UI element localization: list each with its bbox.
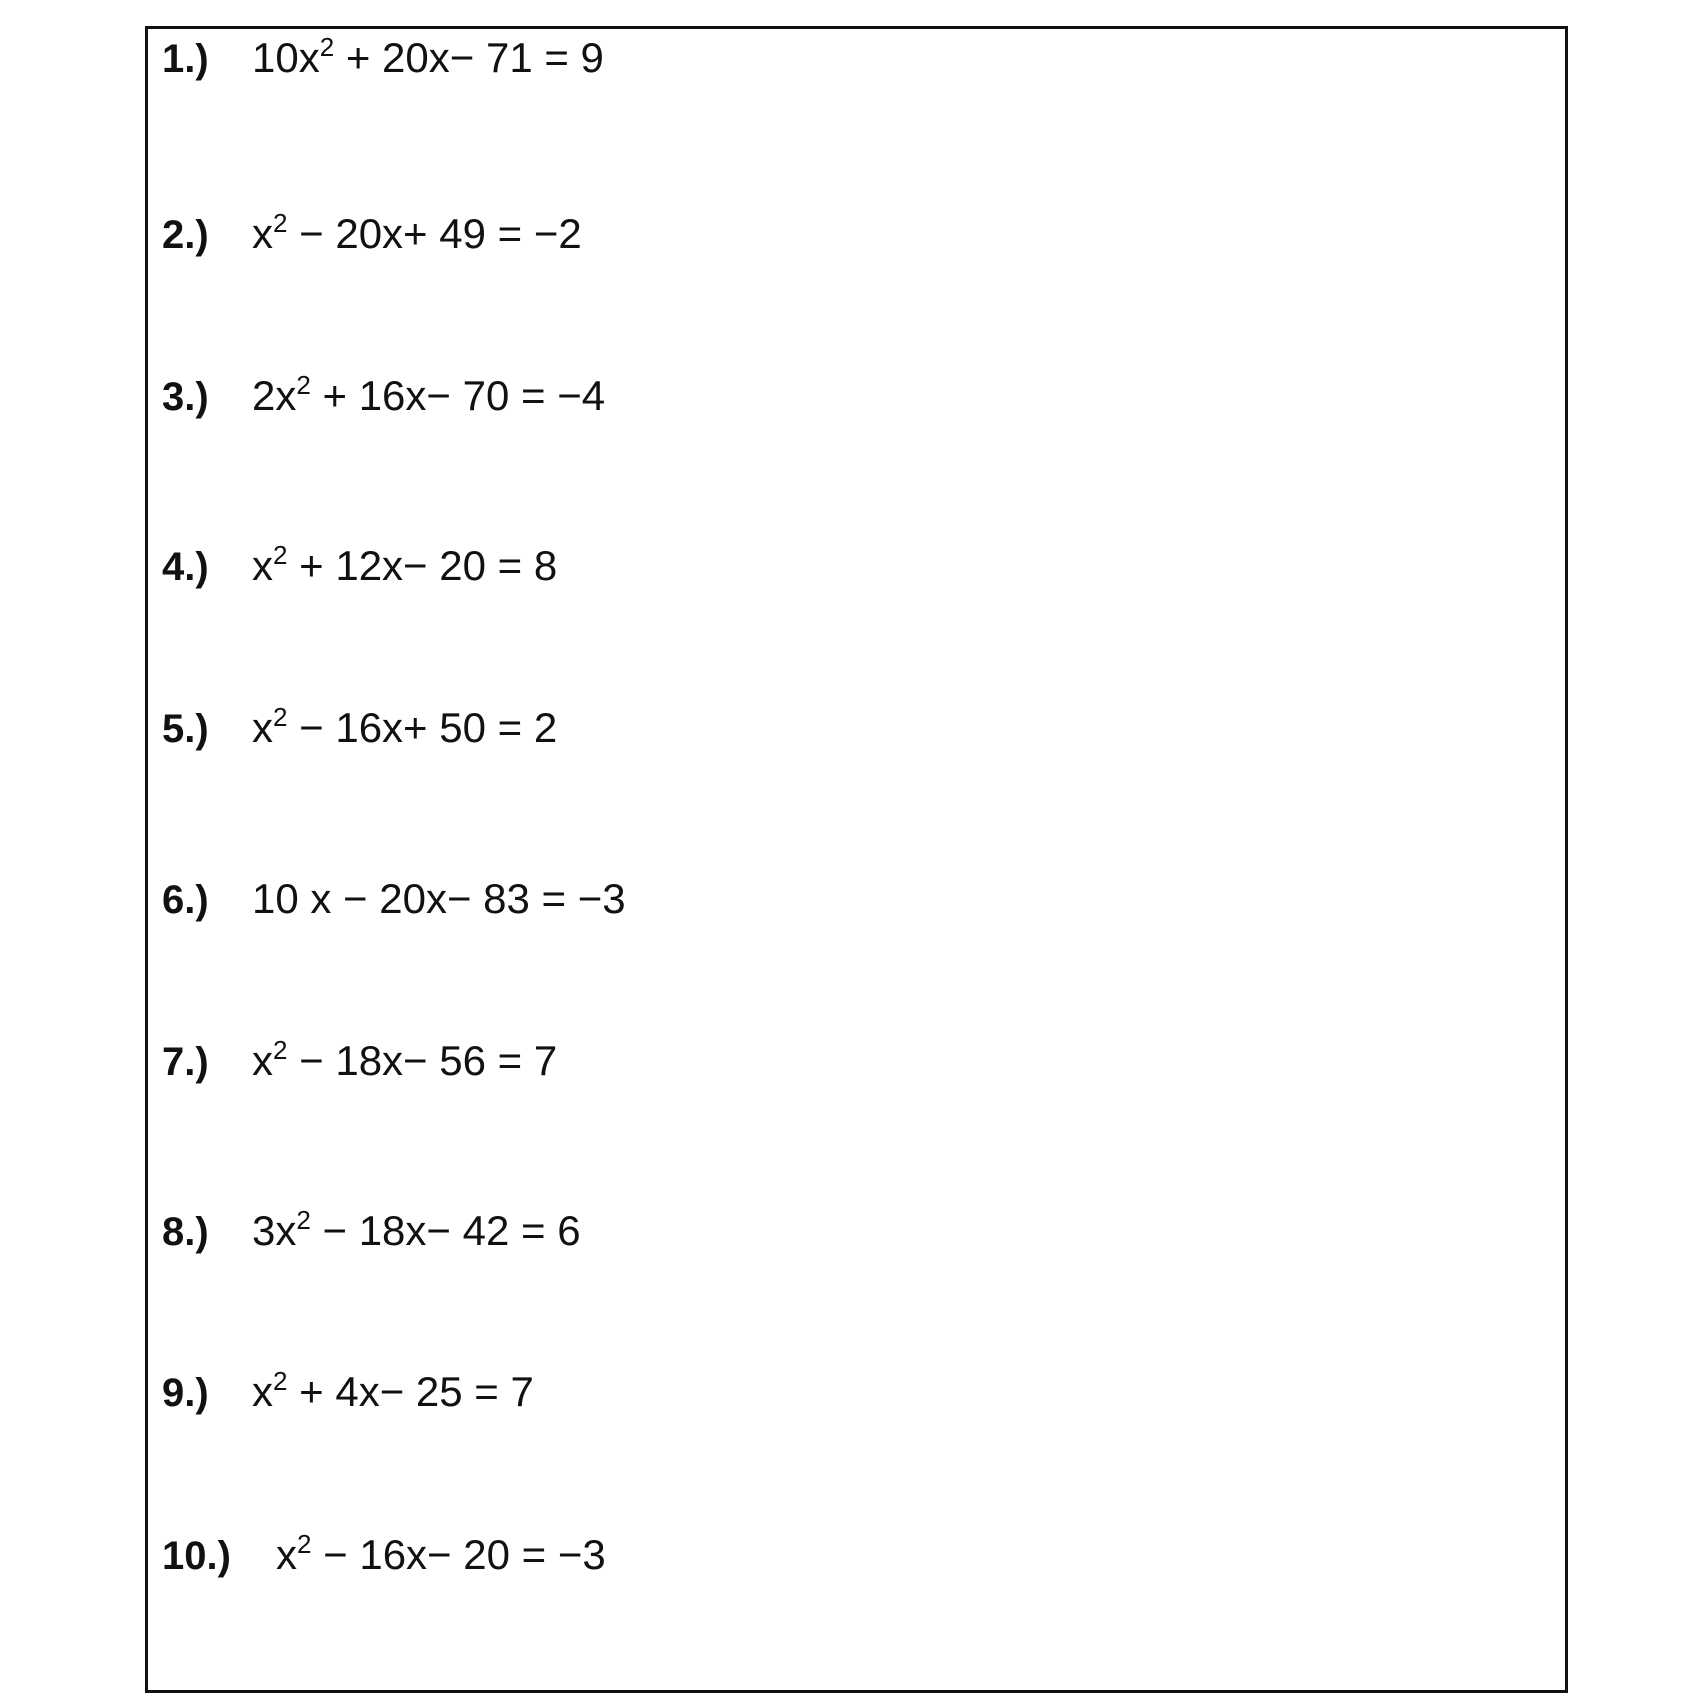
equation-rest: + 4x− 25 = 7: [287, 1368, 534, 1415]
problem-number: 5.): [162, 707, 209, 751]
problem-number: 9.): [162, 1371, 209, 1415]
exponent: 2: [273, 208, 288, 238]
equation: [276, 1531, 606, 1579]
equation-rest: − 20x+ 49 = −2: [287, 210, 582, 257]
problem-6: [162, 875, 626, 924]
equation: [252, 210, 582, 258]
problem-5: [162, 704, 557, 753]
equation-rest: + 20x− 71 = 9: [334, 34, 604, 81]
equation-rest: − 16x− 20 = −3: [311, 1531, 606, 1578]
equation: [252, 1037, 557, 1085]
equation-rest: − 18x− 56 = 7: [287, 1037, 558, 1084]
equation-lead: x: [252, 704, 273, 751]
problem-number: 6.): [162, 878, 209, 922]
equation: [252, 1207, 581, 1255]
problem-2: [162, 210, 582, 259]
problem-number: 7.): [162, 1040, 209, 1084]
exponent: 2: [297, 1529, 312, 1559]
problem-10: [162, 1531, 606, 1580]
equation-rest: + 16x− 70 = −4: [310, 372, 606, 419]
problem-number: 1.): [162, 37, 209, 81]
exponent: 2: [319, 32, 335, 62]
problem-number: 3.): [162, 375, 209, 419]
equation-lead: x: [252, 1037, 273, 1084]
equation: [252, 372, 605, 420]
problem-3: [162, 372, 605, 421]
equation-lead: 10 x − 20x− 83 = −3: [252, 875, 626, 922]
exponent: 2: [296, 1205, 311, 1235]
equation: [252, 704, 557, 752]
equation: [252, 1368, 534, 1416]
equation-lead: x: [252, 542, 273, 589]
equation-lead: 10x: [252, 34, 320, 81]
equation: [252, 542, 557, 590]
exponent: 2: [273, 1366, 288, 1396]
exponent: 2: [273, 702, 288, 732]
equation-rest: − 16x+ 50 = 2: [287, 704, 558, 751]
problem-4: [162, 542, 557, 591]
equation-lead: 2x: [252, 372, 297, 419]
equation: [252, 34, 604, 82]
exponent: 2: [273, 540, 288, 570]
exponent: 2: [296, 370, 311, 400]
equation-lead: x: [276, 1531, 297, 1578]
equation-rest: + 12x− 20 = 8: [287, 542, 558, 589]
equation-lead: 3x: [252, 1207, 297, 1254]
problem-number: 4.): [162, 545, 209, 589]
problem-number: 8.): [162, 1210, 209, 1254]
equation-lead: x: [252, 210, 273, 257]
problem-9: [162, 1368, 534, 1417]
problem-number: 2.): [162, 213, 209, 257]
worksheet-box: [145, 26, 1568, 1693]
problem-number: 10.): [162, 1534, 231, 1578]
problem-8: [162, 1207, 581, 1256]
equation-rest: − 18x− 42 = 6: [310, 1207, 581, 1254]
equation-lead: x: [252, 1368, 273, 1415]
problem-7: [162, 1037, 557, 1086]
exponent: 2: [273, 1035, 288, 1065]
problem-1: [162, 34, 604, 83]
equation: [252, 875, 626, 923]
